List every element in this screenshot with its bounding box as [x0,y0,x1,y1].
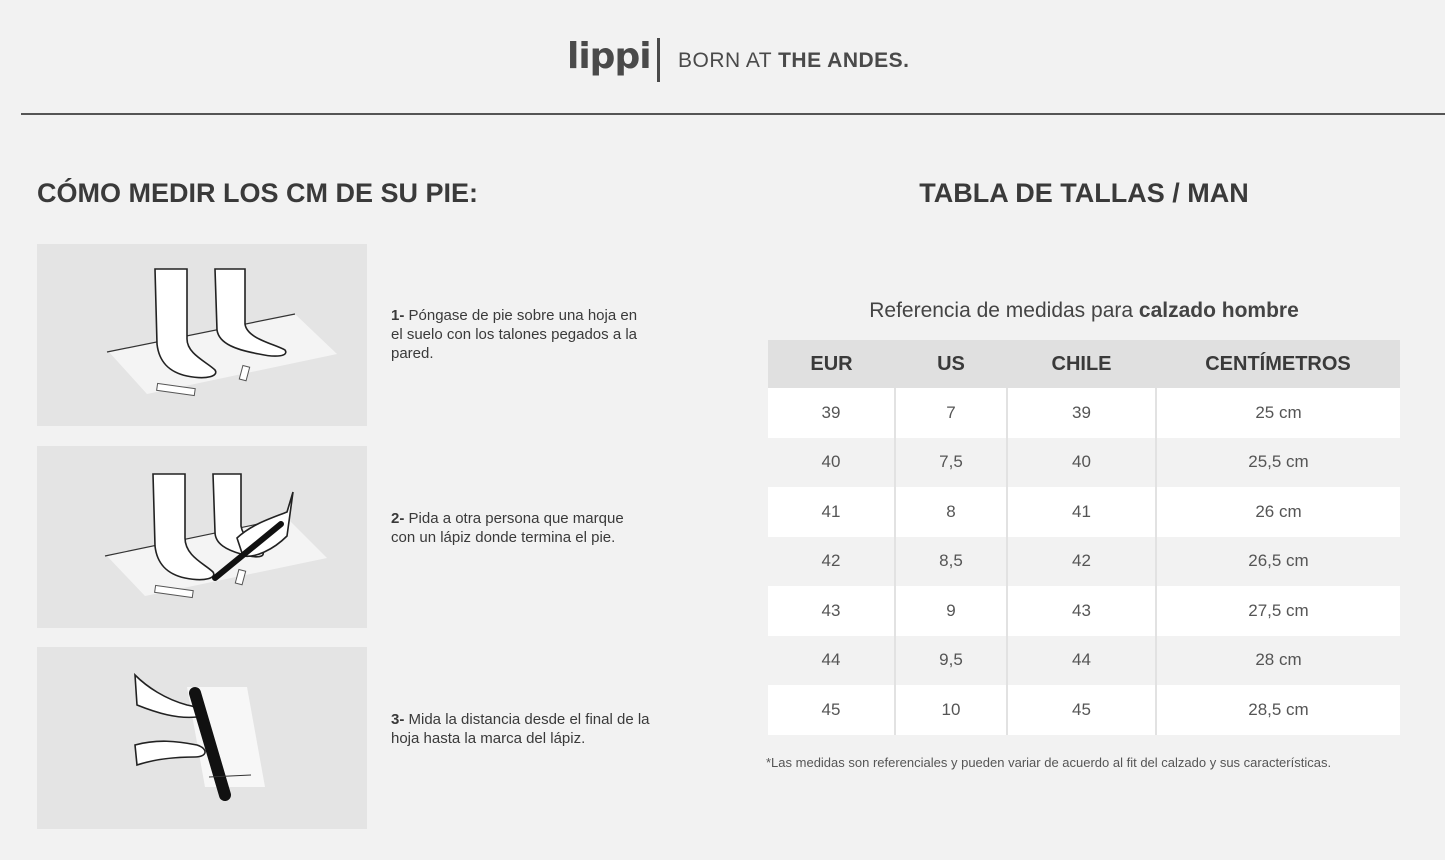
cell-us: 7,5 [895,438,1007,488]
ruler-measure-icon [37,647,367,829]
cell-us: 9 [895,586,1007,636]
measure-title: CÓMO MEDIR LOS CM DE SU PIE: [37,178,479,208]
step-3-description: Mida la distancia desde el final de la hoja hasta la marca del lápiz. [391,711,650,747]
step-1-description: Póngase de pie sobre una hoja en el suelo con los talones pegados a la pared. [391,307,638,362]
cell-cm: 28 cm [1156,636,1400,686]
cell-cm: 28,5 cm [1156,685,1400,735]
cell-eur: 39 [768,388,895,438]
cell-chile: 41 [1007,487,1156,537]
cell-us: 8 [895,487,1007,537]
cell-us: 10 [895,685,1007,735]
tagline-bold: THE ANDES. [778,49,910,72]
reference-bold: calzado hombre [1138,299,1299,322]
cell-eur: 45 [768,685,895,735]
size-footnote: *Las medidas son referenciales y pueden variar de acuerdo al fit del calzado y sus características. [766,755,1332,770]
cell-cm: 26 cm [1156,487,1400,537]
feet-on-paper-icon [37,244,367,426]
table-row [768,685,1400,735]
step-2-illustration [37,446,367,628]
cell-cm: 25,5 cm [1156,438,1400,488]
tagline-light: BORN AT [678,49,772,72]
table-row [768,636,1400,686]
cell-chile: 39 [1007,388,1156,438]
cell-eur: 43 [768,586,895,636]
cell-eur: 40 [768,438,895,488]
reference-light: Referencia de medidas para [869,299,1134,322]
cell-eur: 41 [768,487,895,537]
column-header-eur: EUR [768,340,895,388]
cell-chile: 42 [1007,537,1156,587]
step-1-text [391,306,651,363]
table-row [768,487,1400,537]
cell-cm: 26,5 cm [1156,537,1400,587]
cell-chile: 44 [1007,636,1156,686]
cell-us: 8,5 [895,537,1007,587]
page-header [0,0,1445,116]
size-table [768,340,1400,735]
table-row [768,388,1400,438]
cell-chile: 43 [1007,586,1156,636]
cell-chile: 45 [1007,685,1156,735]
size-table-header [768,340,1400,388]
cell-cm: 27,5 cm [1156,586,1400,636]
step-2-text [391,509,651,547]
cell-chile: 40 [1007,438,1156,488]
step-2-number: 2- [391,510,405,527]
step-3-text [391,710,651,748]
step-3-illustration [37,647,367,829]
pencil-mark-icon [37,446,367,628]
step-1-number: 1- [391,307,405,324]
cell-us: 9,5 [895,636,1007,686]
size-table-title: TABLA DE TALLAS / MAN [919,178,1249,208]
step-3-number: 3- [391,711,405,728]
column-header-cm: CENTÍMETROS [1156,340,1400,388]
step-2-description: Pida a otra persona que marque con un lápiz donde termina el pie. [391,510,624,546]
cell-cm: 25 cm [1156,388,1400,438]
logo-divider [657,38,660,82]
column-header-chile: CHILE [1007,340,1156,388]
table-row [768,537,1400,587]
brand-tagline [678,49,910,73]
column-header-us: US [895,340,1007,388]
cell-us: 7 [895,388,1007,438]
brand-logo[interactable]: lippi [567,36,651,77]
cell-eur: 42 [768,537,895,587]
cell-eur: 44 [768,636,895,686]
size-reference [768,299,1400,323]
table-row [768,438,1400,488]
table-row [768,586,1400,636]
step-1-illustration [37,244,367,426]
header-divider [21,113,1445,115]
